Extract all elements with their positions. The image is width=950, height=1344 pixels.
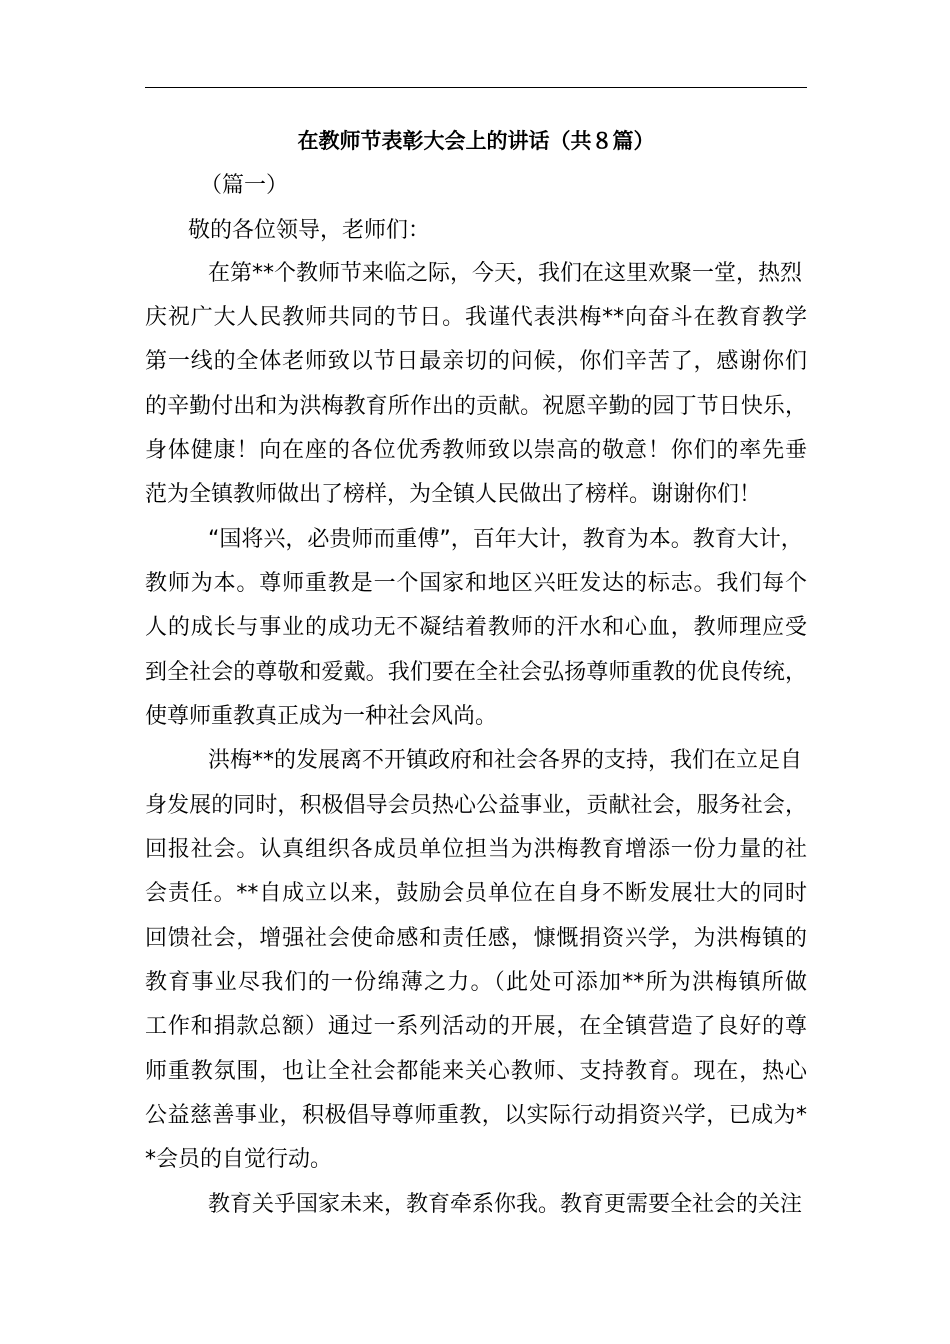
paragraph-line: 教育关乎国家未来，教育牵系你我。教育更需要全社会的关注 [208,1192,803,1217]
paragraph-line: 人的成长与事业的成功无不凝结着教师的汗水和心血，教师理应受 [145,615,807,640]
paragraph-line: 教育事业尽我们的一份绵薄之力。（此处可添加**所为洪梅镇所做 [145,970,807,995]
header-rule [145,87,807,88]
paragraph-line: “国将兴，必贵师而重傅”，百年大计，教育为本。教育大计， [208,527,803,552]
paragraph-line: 庆祝广大人民教师共同的节日。我谨代表洪梅**向奋斗在教育教学 [145,305,807,330]
paragraph-line: 使尊师重教真正成为一种社会风尚。 [145,704,498,729]
paragraph-line: 身发展的同时，积极倡导会员热心公益事业，贡献社会，服务社会， [145,793,807,818]
paragraph-line: 会责任。**自成立以来，鼓励会员单位在自身不断发展壮大的同时 [145,881,807,906]
paragraph-line: *会员的自觉行动。 [145,1147,333,1172]
paragraph-line: 教师为本。尊师重教是一个国家和地区兴旺发达的标志。我们每个 [145,571,807,596]
paragraph-line: 的辛勤付出和为洪梅教育所作出的贡献。祝愿辛勤的园丁节日快乐， [145,394,807,419]
paragraph-line: 回报社会。认真组织各成员单位担当为洪梅教育增添一份力量的社 [145,837,807,862]
paragraph-line: 身体健康！向在座的各位优秀教师致以崇高的敬意！你们的率先垂 [145,438,807,463]
paragraph-line: 到全社会的尊敬和爱戴。我们要在全社会弘扬尊师重教的优良传统， [145,660,807,685]
paragraph-line: 在第**个教师节来临之际，今天，我们在这里欢聚一堂，热烈 [208,261,803,286]
salutation: 敬的各位领导，老师们： [188,218,431,243]
paragraph-line: 工作和捐款总额）通过一系列活动的开展，在全镇营造了良好的尊 [145,1014,807,1039]
paragraph-line: 洪梅**的发展离不开镇政府和社会各界的支持，我们在立足自 [208,748,803,773]
section-label: （篇一） [200,173,289,198]
paragraph-line: 范为全镇教师做出了榜样，为全镇人民做出了榜样。谢谢你们！ [145,482,762,507]
paragraph-line: 回馈社会，增强社会使命感和责任感，慷慨捐资兴学，为洪梅镇的 [145,926,807,951]
paragraph-line: 师重教氛围，也让全社会都能来关心教师、支持教育。现在，热心 [145,1059,807,1084]
paragraph-line: 第一线的全体老师致以节日最亲切的问候，你们辛苦了，感谢你们 [145,349,807,374]
document-title: 在教师节表彰大会上的讲话（共８篇） [297,129,655,153]
paragraph-line: 公益慈善事业，积极倡导尊师重教，以实际行动捐资兴学，已成为* [145,1103,807,1128]
